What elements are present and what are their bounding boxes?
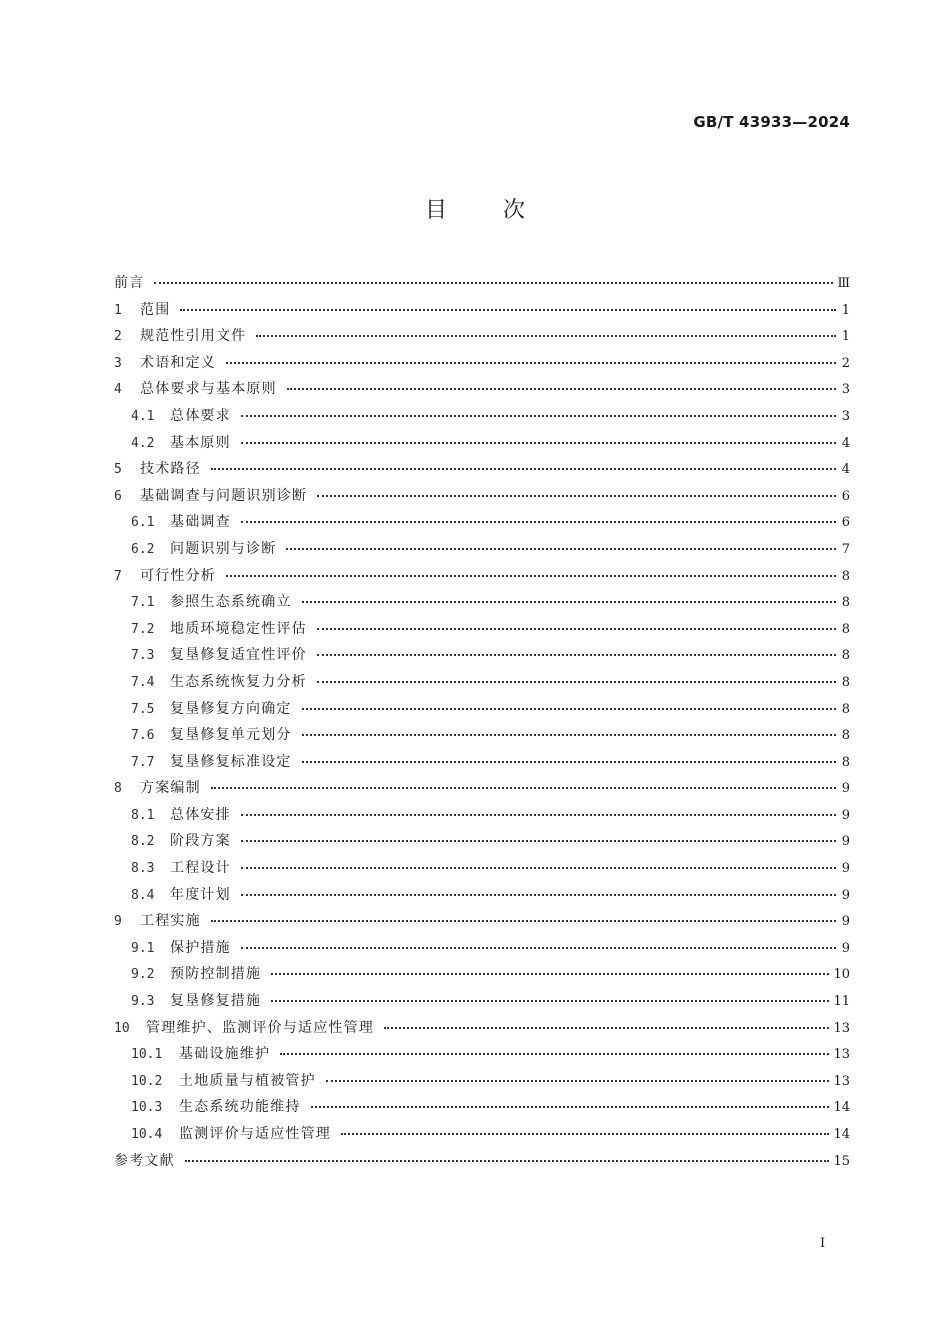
dot-leader xyxy=(286,534,836,550)
toc-entry-number: 4.1 xyxy=(131,408,155,424)
toc-entry-number: 7.7 xyxy=(131,754,155,770)
toc-entry[interactable] xyxy=(114,509,850,536)
dot-leader xyxy=(311,1092,830,1108)
toc-entry-number: 10.3 xyxy=(131,1100,163,1116)
dot-leader xyxy=(302,720,836,736)
dot-leader xyxy=(226,561,836,577)
dot-leader xyxy=(302,587,836,603)
toc-entry-page: Ⅲ xyxy=(837,276,850,291)
dot-leader xyxy=(317,481,836,497)
dot-leader xyxy=(256,321,836,337)
toc-entry[interactable] xyxy=(114,350,850,377)
toc-entry-page: 8 xyxy=(841,728,850,744)
toc-entry-label: 工程设计 xyxy=(170,860,231,877)
toc-entry[interactable] xyxy=(114,855,850,882)
toc-entry-label: 基础调查与问题识别诊断 xyxy=(140,487,308,504)
toc-entry-page: 15 xyxy=(833,1153,850,1169)
table-of-contents xyxy=(114,270,850,1174)
toc-entry-page: 9 xyxy=(841,887,850,903)
toc-entry[interactable] xyxy=(114,376,850,403)
toc-entry-label: 保护措施 xyxy=(170,939,231,956)
toc-entry-number: 4.2 xyxy=(131,435,155,451)
toc-entry-number: 5 xyxy=(114,462,122,478)
toc-entry-label: 生态系统恢复力分析 xyxy=(170,673,307,690)
toc-entry-page: 7 xyxy=(841,541,850,557)
toc-entry-label: 土地质量与植被管护 xyxy=(179,1072,316,1089)
dot-leader xyxy=(180,295,836,311)
toc-entry-number: 10 xyxy=(114,1020,130,1036)
toc-entry[interactable] xyxy=(114,749,850,776)
toc-entry-number: 8.4 xyxy=(131,887,155,903)
toc-entry-page: 8 xyxy=(841,595,850,611)
toc-entry-page: 9 xyxy=(841,807,850,823)
toc-entry-label: 复垦修复措施 xyxy=(170,993,262,1010)
toc-entry-page: 8 xyxy=(841,701,850,717)
toc-entry[interactable] xyxy=(114,1068,850,1095)
toc-entry[interactable] xyxy=(114,722,850,749)
dot-leader xyxy=(341,1119,829,1135)
toc-entry-page: 2 xyxy=(841,355,850,371)
toc-entry[interactable] xyxy=(114,775,850,802)
dot-leader xyxy=(384,1013,829,1029)
toc-entry-number: 6.2 xyxy=(131,541,155,557)
toc-entry-page: 3 xyxy=(841,408,850,424)
toc-entry[interactable] xyxy=(114,589,850,616)
toc-entry[interactable] xyxy=(114,403,850,430)
toc-entry[interactable] xyxy=(114,908,850,935)
dot-leader xyxy=(317,640,836,656)
toc-entry-number: 8 xyxy=(114,781,122,797)
dot-leader xyxy=(271,959,829,975)
toc-entry[interactable] xyxy=(114,430,850,457)
toc-entry-label: 问题识别与诊断 xyxy=(170,540,277,557)
toc-entry-page: 9 xyxy=(841,834,850,850)
dot-leader xyxy=(280,1039,829,1055)
dot-leader xyxy=(241,933,836,949)
toc-entry-number: 8.2 xyxy=(131,834,155,850)
toc-entry[interactable] xyxy=(114,1015,850,1042)
toc-entry[interactable] xyxy=(114,988,850,1015)
dot-leader xyxy=(302,747,836,763)
toc-entry[interactable] xyxy=(114,669,850,696)
toc-entry-label: 监测评价与适应性管理 xyxy=(179,1126,331,1142)
toc-entry-label: 基础设施维护 xyxy=(179,1046,271,1063)
toc-entry-number: 10.2 xyxy=(131,1073,163,1089)
toc-entry-number: 9.3 xyxy=(131,994,155,1010)
toc-entry-number: 2 xyxy=(114,329,122,345)
toc-entry[interactable] xyxy=(114,297,850,324)
toc-entry-number: 8.1 xyxy=(131,807,155,823)
dot-leader xyxy=(241,826,836,842)
toc-entry-label: 基础调查 xyxy=(170,514,231,531)
dot-leader xyxy=(211,454,836,470)
page-title: 目次 xyxy=(424,198,581,223)
toc-entry-label: 总体安排 xyxy=(170,806,231,823)
toc-entry-label: 方案编制 xyxy=(140,780,201,797)
toc-entry-page: 13 xyxy=(833,1047,850,1063)
toc-entry-label: 阶段方案 xyxy=(170,833,231,850)
toc-entry-number: 7.5 xyxy=(131,701,155,717)
dot-leader xyxy=(317,614,836,630)
toc-entry[interactable] xyxy=(114,456,850,483)
dot-leader xyxy=(241,507,836,523)
dot-leader xyxy=(326,1066,830,1082)
toc-entry-label: 基本原则 xyxy=(170,434,231,451)
dot-leader xyxy=(241,401,836,417)
toc-entry-page: 13 xyxy=(833,1073,850,1089)
toc-entry-number: 7.1 xyxy=(131,595,155,611)
toc-entry-label: 参照生态系统确立 xyxy=(170,594,292,611)
toc-entry-number: 1 xyxy=(114,302,122,318)
dot-leader xyxy=(271,986,829,1002)
toc-entry-number: 7.2 xyxy=(131,621,155,637)
toc-entry[interactable] xyxy=(114,935,850,962)
toc-entry-page: 9 xyxy=(841,940,850,956)
toc-entry-label: 年度计划 xyxy=(170,886,231,903)
dot-leader xyxy=(241,880,836,896)
toc-entry-label: 复垦修复标准设定 xyxy=(170,753,292,770)
toc-entry-label: 总体要求 xyxy=(170,407,231,424)
toc-entry-page: 10 xyxy=(833,967,850,983)
toc-entry[interactable] xyxy=(114,483,850,510)
toc-entry-number: 6.1 xyxy=(131,515,155,531)
toc-entry-number: 7 xyxy=(114,568,122,584)
toc-entry-label: 范围 xyxy=(140,301,171,318)
dot-leader xyxy=(241,428,836,444)
toc-entry-number: 6 xyxy=(114,488,122,504)
toc-entry-label: 预防控制措施 xyxy=(170,966,262,983)
toc-entry[interactable] xyxy=(114,961,850,988)
toc-entry-page: 8 xyxy=(841,568,850,584)
dot-leader xyxy=(185,1146,830,1162)
toc-entry-label: 管理维护、监测评价与适应性管理 xyxy=(146,1019,374,1036)
toc-entry-page: 8 xyxy=(841,621,850,637)
dot-leader xyxy=(317,667,836,683)
toc-entry-label: 地质环境稳定性评估 xyxy=(170,620,307,637)
toc-entry-page: 3 xyxy=(841,382,850,398)
toc-entry-number: 10.4 xyxy=(131,1127,163,1142)
toc-entry-page: 13 xyxy=(833,1020,850,1036)
dot-leader xyxy=(226,348,836,364)
toc-entry-page: 8 xyxy=(841,648,850,664)
toc-entry[interactable] xyxy=(114,270,850,297)
toc-entry[interactable] xyxy=(114,323,850,350)
page-number: Ⅰ xyxy=(820,1236,826,1251)
dot-leader xyxy=(241,853,836,869)
toc-entry-number: 9.2 xyxy=(131,967,155,983)
dot-leader xyxy=(302,694,836,710)
toc-entry[interactable] xyxy=(114,802,850,829)
toc-entry-page: 14 xyxy=(833,1100,850,1116)
toc-entry-page: 8 xyxy=(841,754,850,770)
toc-entry-label: 总体要求与基本原则 xyxy=(140,381,277,398)
toc-entry-label: 参考文献 xyxy=(114,1152,175,1169)
toc-entry-label: 复垦修复单元划分 xyxy=(170,727,292,744)
toc-entry-page: 9 xyxy=(841,861,850,877)
standard-code: GB/T 43933—2024 xyxy=(693,113,850,131)
toc-entry-label: 复垦修复方向确定 xyxy=(170,700,292,717)
toc-entry[interactable] xyxy=(114,828,850,855)
toc-entry[interactable] xyxy=(114,696,850,723)
toc-entry-page: 6 xyxy=(841,515,850,531)
toc-entry[interactable] xyxy=(114,882,850,909)
toc-entry-number: 7.6 xyxy=(131,728,155,744)
toc-entry-label: 工程实施 xyxy=(140,913,201,930)
toc-entry-number: 9.1 xyxy=(131,940,155,956)
toc-entry-page: 1 xyxy=(841,329,850,345)
toc-entry-page: 1 xyxy=(841,302,850,318)
toc-entry[interactable] xyxy=(114,536,850,563)
toc-entry-number: 10.1 xyxy=(131,1047,163,1063)
toc-entry-page: 6 xyxy=(841,488,850,504)
toc-entry-label: 生态系统功能维持 xyxy=(179,1099,301,1116)
toc-entry[interactable] xyxy=(114,1121,850,1148)
toc-entry-number: 4 xyxy=(114,382,122,398)
toc-entry[interactable] xyxy=(114,642,850,669)
toc-entry-label: 规范性引用文件 xyxy=(140,328,247,345)
toc-entry[interactable] xyxy=(114,1148,850,1175)
toc-entry[interactable] xyxy=(114,1094,850,1121)
toc-entry[interactable] xyxy=(114,1041,850,1068)
toc-entry-label: 可行性分析 xyxy=(140,567,216,584)
toc-entry[interactable] xyxy=(114,563,850,590)
toc-entry-label: 技术路径 xyxy=(140,461,201,478)
toc-entry-page: 8 xyxy=(841,674,850,690)
toc-entry-number: 9 xyxy=(114,914,122,930)
toc-entry-label: 复垦修复适宜性评价 xyxy=(170,647,307,664)
dot-leader xyxy=(211,773,836,789)
toc-entry-label: 前言 xyxy=(114,275,145,291)
dot-leader xyxy=(211,906,836,922)
toc-entry-number: 8.3 xyxy=(131,861,155,877)
dot-leader xyxy=(241,800,836,816)
toc-entry-page: 4 xyxy=(841,435,850,451)
toc-entry-number: 3 xyxy=(114,355,122,371)
toc-entry[interactable] xyxy=(114,616,850,643)
toc-entry-page: 11 xyxy=(833,994,850,1010)
dot-leader xyxy=(154,268,833,284)
toc-entry-page: 9 xyxy=(841,781,850,797)
toc-entry-page: 14 xyxy=(833,1127,850,1142)
dot-leader xyxy=(287,374,836,390)
toc-entry-number: 7.4 xyxy=(131,674,155,690)
toc-entry-number: 7.3 xyxy=(131,648,155,664)
toc-entry-label: 术语和定义 xyxy=(140,354,216,371)
toc-entry-page: 9 xyxy=(841,914,850,930)
toc-entry-page: 4 xyxy=(841,462,850,478)
